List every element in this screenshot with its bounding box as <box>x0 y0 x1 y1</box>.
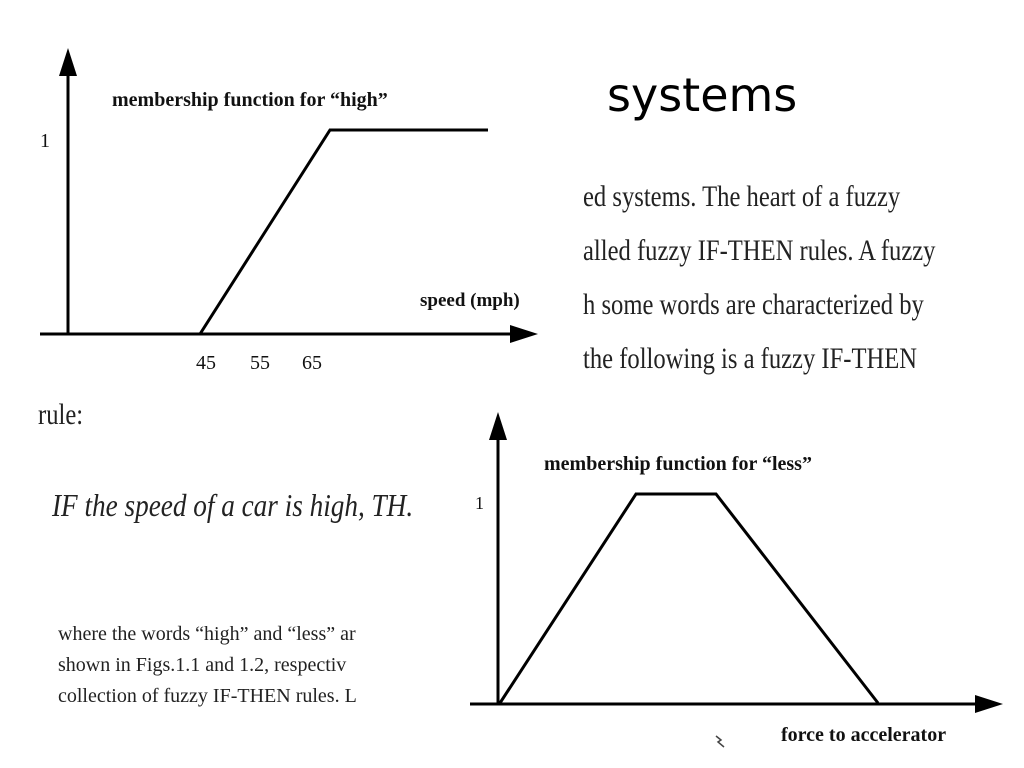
figure-high-x-tick: 45 <box>196 352 216 374</box>
figure-less-title: membership function for “less” <box>544 453 812 475</box>
if-then-rule-text: IF the speed of a car is high, TH. <box>52 487 414 523</box>
figure-high-title: membership function for “high” <box>112 89 388 111</box>
rule-label: rule: <box>38 398 84 431</box>
figure-high-xlabel: speed (mph) <box>420 290 520 311</box>
figure-less-y-tick: 1 <box>475 493 484 513</box>
text-line: collection of fuzzy IF-THEN rules. L <box>58 685 357 707</box>
figure-high-x-tick: 55 <box>250 352 270 374</box>
text-line: h some words are characterized by <box>583 288 924 321</box>
text-line: ed systems. The heart of a fuzzy <box>583 180 901 213</box>
figure-high-y-tick: 1 <box>40 130 50 152</box>
slide-title: systems <box>607 68 798 122</box>
text-line: the following is a fuzzy IF-THEN <box>583 342 918 375</box>
figure-high-x-tick: 65 <box>302 352 322 374</box>
text-line: where the words “high” and “less” ar <box>58 623 356 645</box>
text-line: shown in Figs.1.1 and 1.2, respectiv <box>58 654 347 676</box>
text-line: alled fuzzy IF-THEN rules. A fuzzy <box>583 234 936 267</box>
figure-less-xlabel: force to accelerator <box>781 724 947 746</box>
